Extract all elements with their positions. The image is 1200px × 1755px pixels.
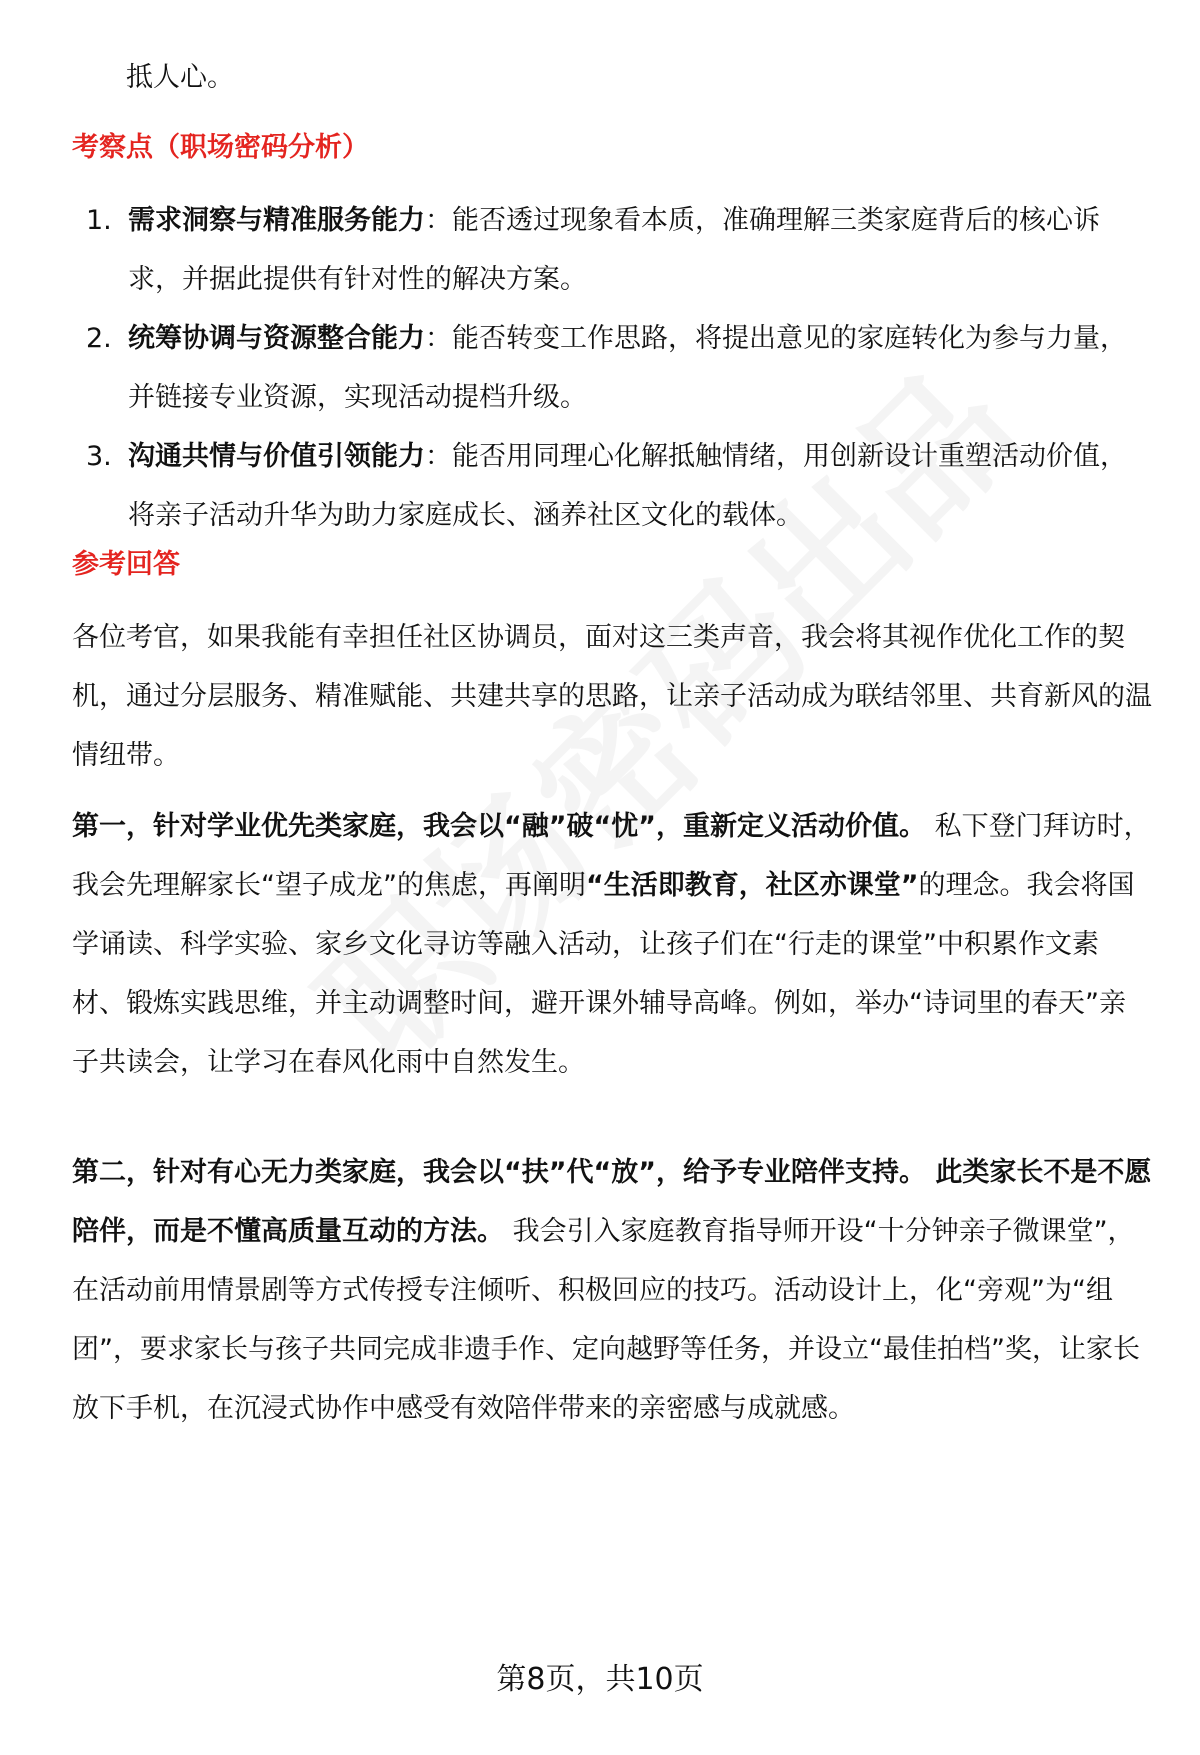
list-item-title: 需求洞察与精准服务能力 xyxy=(128,205,425,236)
assessment-list xyxy=(72,191,1152,545)
list-item-title: 统筹协调与资源整合能力 xyxy=(128,323,425,354)
answer-paragraph-1 xyxy=(72,797,1152,1092)
continuation-text: 抵人心。 xyxy=(126,62,234,93)
paragraph-2-lead: 第二，针对有心无力类家庭，我会以“扶”代“放”，给予专业陪伴支持。 此类家长不是不愿陪伴，而是不懂高质量互动的方法。 xyxy=(72,1157,1152,1247)
list-item-text: ：能否转变工作思路，将提出意见的家庭转化为参与力量，并链接专业资源，实现活动提档升级。 xyxy=(128,323,1127,413)
list-item-title: 沟通共情与价值引领能力 xyxy=(128,441,425,472)
section-heading-assessment: 考察点（职场密码分析） xyxy=(72,132,369,163)
list-number: 2. xyxy=(86,323,112,354)
answer-paragraph-2 xyxy=(72,1143,1152,1438)
paragraph-1-lead: 第一，针对学业优先类家庭，我会以“融”破“忧”，重新定义活动价值。 xyxy=(72,811,926,842)
list-item xyxy=(72,309,1152,427)
list-item xyxy=(72,427,1152,545)
list-number: 3. xyxy=(86,441,112,472)
page-number-footer: 第8页，共10页 xyxy=(496,1662,704,1697)
answer-intro-paragraph: 各位考官，如果我能有幸担任社区协调员，面对这三类声音，我会将其视作优化工作的契机，通过分层服务、精准赋能、共建共享的思路，让亲子活动成为联结邻里、共育新风的温情纽带。 xyxy=(72,622,1152,771)
section-heading-reference-answer: 参考回答 xyxy=(72,549,180,580)
list-number: 1. xyxy=(86,205,112,236)
paragraph-1-text-a: 私下登门拜访时，我会先理解家长“望子成龙”的焦虑，再阐明 xyxy=(72,811,1151,901)
list-item xyxy=(72,191,1152,309)
list-item-text: ：能否用同理心化解抵触情绪，用创新设计重塑活动价值，将亲子活动升华为助力家庭成长、涵养社区文化的载体。 xyxy=(128,441,1127,531)
paragraph-1-text-b: 的理念。我会将国学诵读、科学实验、家乡文化寻访等融入活动，让孩子们在“行走的课堂”中积累作文素材、锻炼实践思维，并主动调整时间，避开课外辅导高峰。例如，举办“诗词里的春天”亲子共读会，让学习在春风化雨中自然发生。 xyxy=(72,870,1135,1078)
list-item-text: ：能否透过现象看本质，准确理解三类家庭背后的核心诉求，并据此提供有针对性的解决方案。 xyxy=(128,205,1100,295)
paragraph-2-text: 我会引入家庭教育指导师开设“十分钟亲子微课堂”，在活动前用情景剧等方式传授专注倾听、积极回应的技巧。活动设计上，化“旁观”为“组团”，要求家长与孩子共同完成非遗手作、定向越野等任务，并设立“最佳拍档”奖，让家长放下手机，在沉浸式协作中感受有效陪伴带来的亲密感与成就感。 xyxy=(72,1216,1140,1424)
paragraph-1-emphasis: “生活即教育，社区亦课堂” xyxy=(585,870,919,901)
